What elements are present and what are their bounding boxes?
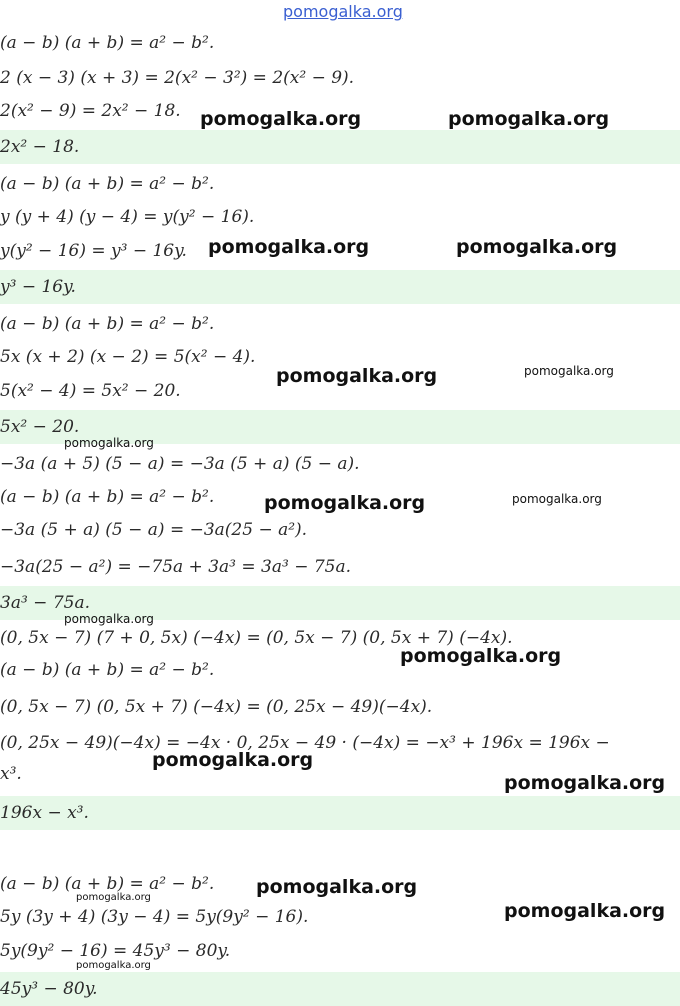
math-line: (0, 25x − 49)(−4x) = −4x · 0, 25x − 49 · (−4x) = −x³ + 196x = 196x − xyxy=(0,733,610,753)
watermark: pomogalka.org xyxy=(504,772,666,794)
watermark: pomogalka.org xyxy=(256,876,418,898)
watermark: pomogalka.org xyxy=(200,108,362,130)
answer-line: y³ − 16y. xyxy=(0,270,680,304)
watermark: pomogalka.org xyxy=(276,365,438,387)
watermark: pomogalka.org xyxy=(512,492,602,506)
watermark: pomogalka.org xyxy=(64,612,154,626)
answer-line: 196x − x³. xyxy=(0,796,680,830)
math-line: 5(x² − 4) = 5x² − 20. xyxy=(0,381,181,401)
watermark: pomogalka.org xyxy=(504,900,666,922)
watermark: pomogalka.org xyxy=(400,645,562,667)
math-line: x³. xyxy=(0,764,22,784)
watermark: pomogalka.org xyxy=(456,236,618,258)
watermark: pomogalka.org xyxy=(76,892,151,903)
watermark: pomogalka.org xyxy=(448,108,610,130)
math-line: (0, 5x − 7) (7 + 0, 5x) (−4x) = (0, 5x − 7) (0, 5x + 7) (−4x). xyxy=(0,628,513,648)
math-line: 5y(9y² − 16) = 45y³ − 80y. xyxy=(0,941,231,961)
math-line: 2(x² − 9) = 2x² − 18. xyxy=(0,101,181,121)
answer-line: 5x² − 20. xyxy=(0,410,680,444)
math-line: (a − b) (a + b) = a² − b². xyxy=(0,33,215,53)
math-line: y(y² − 16) = y³ − 16y. xyxy=(0,241,187,261)
math-line: 2 (x − 3) (x + 3) = 2(x² − 3²) = 2(x² − 9). xyxy=(0,68,355,88)
math-line: 5y (3y + 4) (3y − 4) = 5y(9y² − 16). xyxy=(0,907,309,927)
math-line: (a − b) (a + b) = a² − b². xyxy=(0,660,215,680)
math-line: −3a (a + 5) (5 − a) = −3a (5 + a) (5 − a). xyxy=(0,454,360,474)
math-line: −3a (5 + a) (5 − a) = −3a(25 − a²). xyxy=(0,520,308,540)
watermark: pomogalka.org xyxy=(264,492,426,514)
math-line: 5x (x + 2) (x − 2) = 5(x² − 4). xyxy=(0,347,256,367)
watermark-top: pomogalka.org xyxy=(283,2,403,21)
watermark: pomogalka.org xyxy=(524,364,614,378)
math-line: (0, 5x − 7) (0, 5x + 7) (−4x) = (0, 25x − 49)(−4x). xyxy=(0,697,433,717)
watermark: pomogalka.org xyxy=(208,236,370,258)
math-line: (a − b) (a + b) = a² − b². xyxy=(0,314,215,334)
math-line: (a − b) (a + b) = a² − b². xyxy=(0,874,215,894)
math-line: −3a(25 − a²) = −75a + 3a³ = 3a³ − 75a. xyxy=(0,557,352,577)
watermark: pomogalka.org xyxy=(76,960,151,971)
answer-line: 3a³ − 75a. xyxy=(0,586,680,620)
math-line: y (y + 4) (y − 4) = y(y² − 16). xyxy=(0,207,255,227)
watermark: pomogalka.org xyxy=(152,749,314,771)
answer-line: 2x² − 18. xyxy=(0,130,680,164)
math-line: (a − b) (a + b) = a² − b². xyxy=(0,487,215,507)
watermark: pomogalka.org xyxy=(64,436,154,450)
answer-line: 45y³ − 80y. xyxy=(0,972,680,1006)
math-line: (a − b) (a + b) = a² − b². xyxy=(0,174,215,194)
